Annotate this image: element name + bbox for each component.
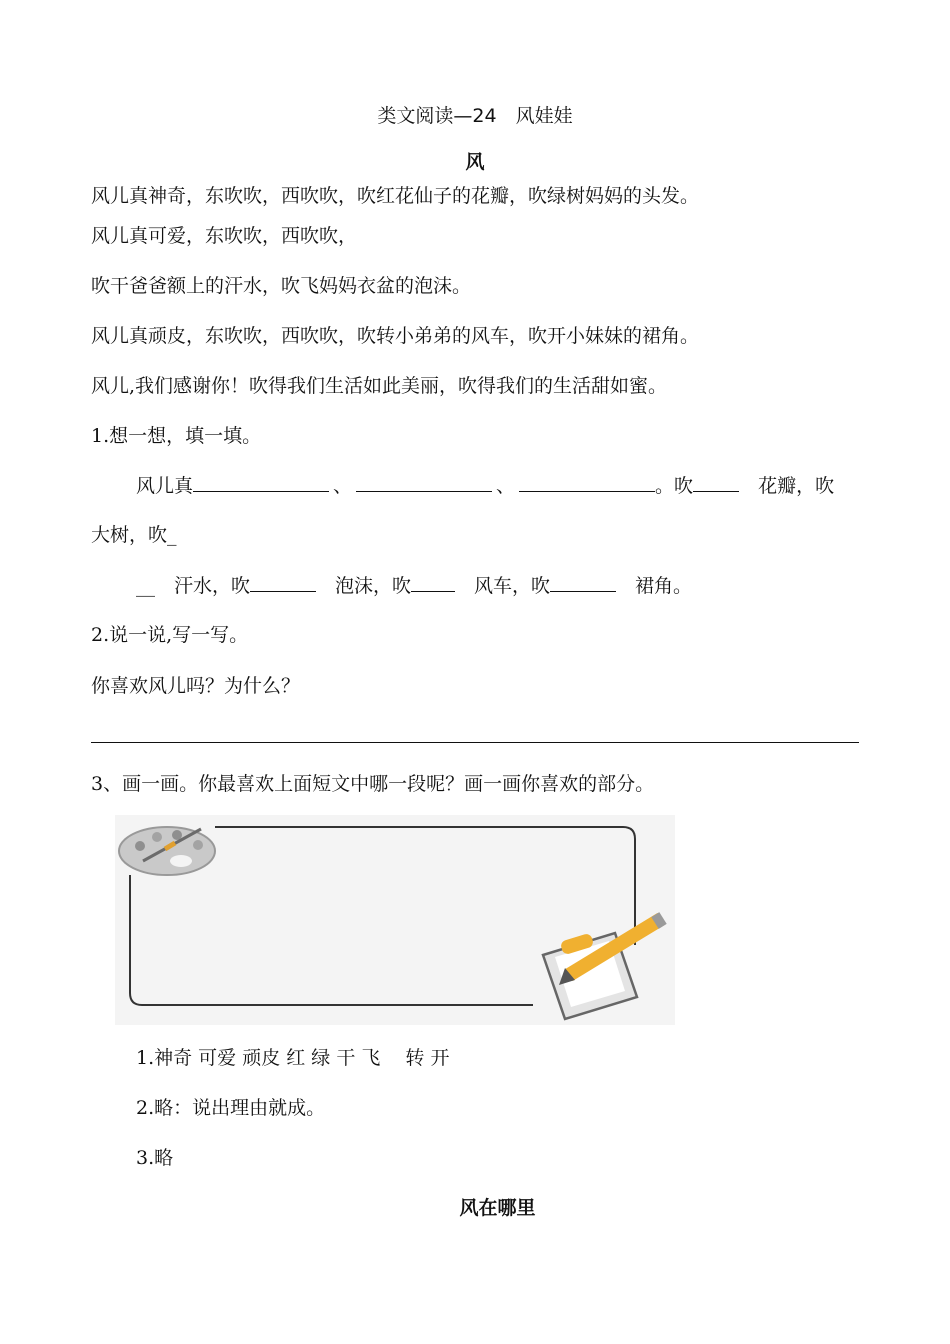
answer-line[interactable] [91, 742, 859, 743]
answer-blank[interactable] [693, 473, 739, 492]
fill-text: 泡沫，吹 [316, 575, 412, 597]
answer-blank[interactable] [519, 473, 655, 492]
question-3-prompt: 3、画一画。你最喜欢上面短文中哪一段呢？画一画你喜欢的部分。 [91, 773, 655, 795]
fill-text: 花瓣，吹 [739, 475, 835, 497]
separator: 、 [333, 475, 353, 497]
fill-text: 风车，吹 [455, 575, 551, 597]
fill-line-2: 大树，吹_ [91, 524, 177, 546]
fill-text: 裙角。 [616, 575, 693, 597]
separator: 、 [496, 475, 516, 497]
answer-line: 2.略：说出理由就成。 [136, 1097, 326, 1119]
answer-blank[interactable] [550, 573, 616, 592]
answer-blank[interactable] [250, 573, 316, 592]
answer-blank[interactable] [411, 573, 455, 592]
poem-line: 风儿真顽皮，东吹吹，西吹吹，吹转小弟弟的风车，吹开小妹妹的裙角。 [91, 325, 700, 347]
poem-line: 风儿,我们感谢你！吹得我们生活如此美丽，吹得我们的生活甜如蜜。 [91, 375, 668, 397]
palette-icon [119, 827, 215, 875]
poem-line: 吹干爸爸额上的汗水，吹飞妈妈衣盆的泡沫。 [91, 275, 472, 297]
answer-line: 3.略 [136, 1147, 174, 1169]
question-1-prompt: 1.想一想，填一填。 [91, 425, 262, 447]
answer-blank[interactable] [193, 473, 329, 492]
poem-line: 风儿真可爱，东吹吹，西吹吹， [91, 225, 358, 247]
answer-line: 1.神奇 可爱 顽皮 红 绿 干 飞 转 开 [136, 1047, 450, 1069]
fill-text: __ 汗水，吹 [136, 575, 251, 597]
fill-line-1 [136, 473, 834, 498]
poem-heading: 风 [465, 151, 485, 173]
poem-line: 风儿真神奇，东吹吹，西吹吹，吹红花仙子的花瓣，吹绿树妈妈的头发。 [91, 185, 700, 207]
page-title: 类文阅读—24 风娃娃 [377, 105, 573, 127]
fill-line-3 [136, 573, 692, 598]
fill-text: 风儿真 [136, 475, 194, 497]
question-2-prompt: 2.说一说,写一写。 [91, 624, 249, 646]
question-2-text: 你喜欢风儿吗？为什么？ [91, 675, 301, 697]
fill-text: 。吹 [655, 475, 694, 497]
answer-blank[interactable] [356, 473, 492, 492]
drawing-frame[interactable] [115, 815, 675, 1025]
next-heading: 风在哪里 [459, 1197, 536, 1219]
